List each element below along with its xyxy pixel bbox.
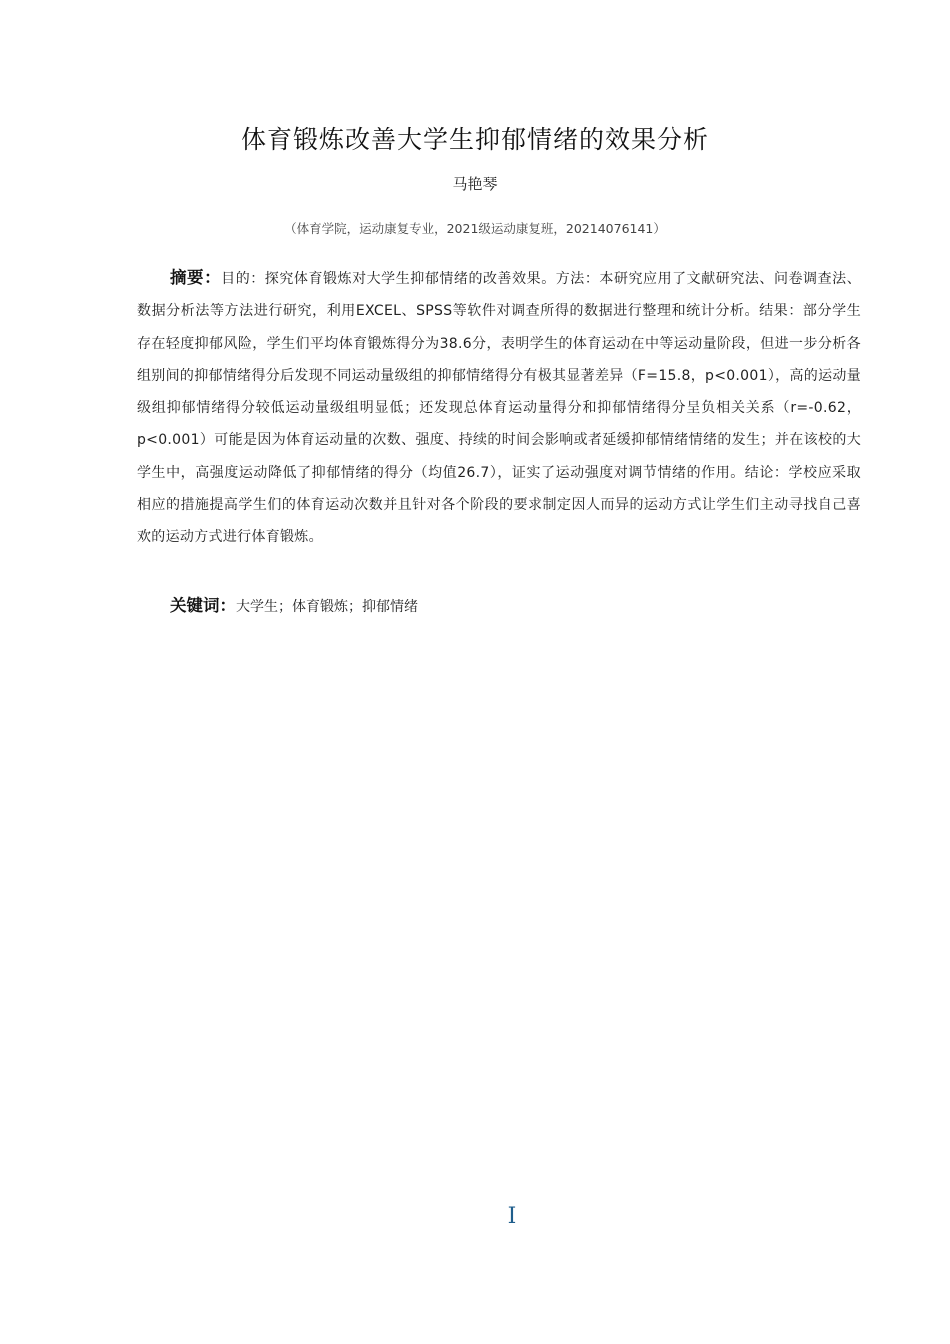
abstract-label: 摘要： xyxy=(170,268,222,287)
keywords-line xyxy=(170,592,418,616)
paper-title: 体育锻炼改善大学生抑郁情绪的效果分析 xyxy=(240,125,709,154)
author-affiliation: （体育学院，运动康复专业，2021级运动康复班，20214076141） xyxy=(284,221,666,236)
page-number: I xyxy=(507,1204,517,1229)
abstract-paragraph xyxy=(137,262,861,554)
author-name: 马艳琴 xyxy=(452,175,498,193)
keywords-text: 大学生；体育锻炼；抑郁情绪 xyxy=(236,599,418,615)
keywords-label: 关键词： xyxy=(170,596,236,615)
abstract-text: 目的：探究体育锻炼对大学生抑郁情绪的改善效果。方法：本研究应用了文献研究法、问卷调查法、数据分析法等方法进行研究，利用EXCEL、SPSS等软件对调查所得的数据进行整理和统计分析。结果：部分学生存在轻度抑郁风险，学生们平均体育锻炼得分为38.6分，表明学生的体育运动在中等运动量阶段，但进一步分析各组别间的抑郁情绪得分后发现不同运动量级组的抑郁情绪得分有极其显著差异（F=15.8，p<0.001），高的运动量级组抑郁情绪得分较低运动量级组明显低；还发现总体育运动量得分和抑郁情绪得分呈负相关关系（r=-0.62，p<0.001）可能是因为体育运动量的次数、强度、持续的时间会影响或者延缓抑郁情绪情绪的发生；并在该校的大学生中，高强度运动降低了抑郁情绪的得分（均值26.7），证实了运动强度对调节情绪的作用。结论：学校应采取相应的措施提高学生们的体育运动次数并且针对各个阶段的要求制定因人而异的运动方式让学生们主动寻找自己喜欢的运动方式进行体育锻炼。 xyxy=(137,271,862,546)
